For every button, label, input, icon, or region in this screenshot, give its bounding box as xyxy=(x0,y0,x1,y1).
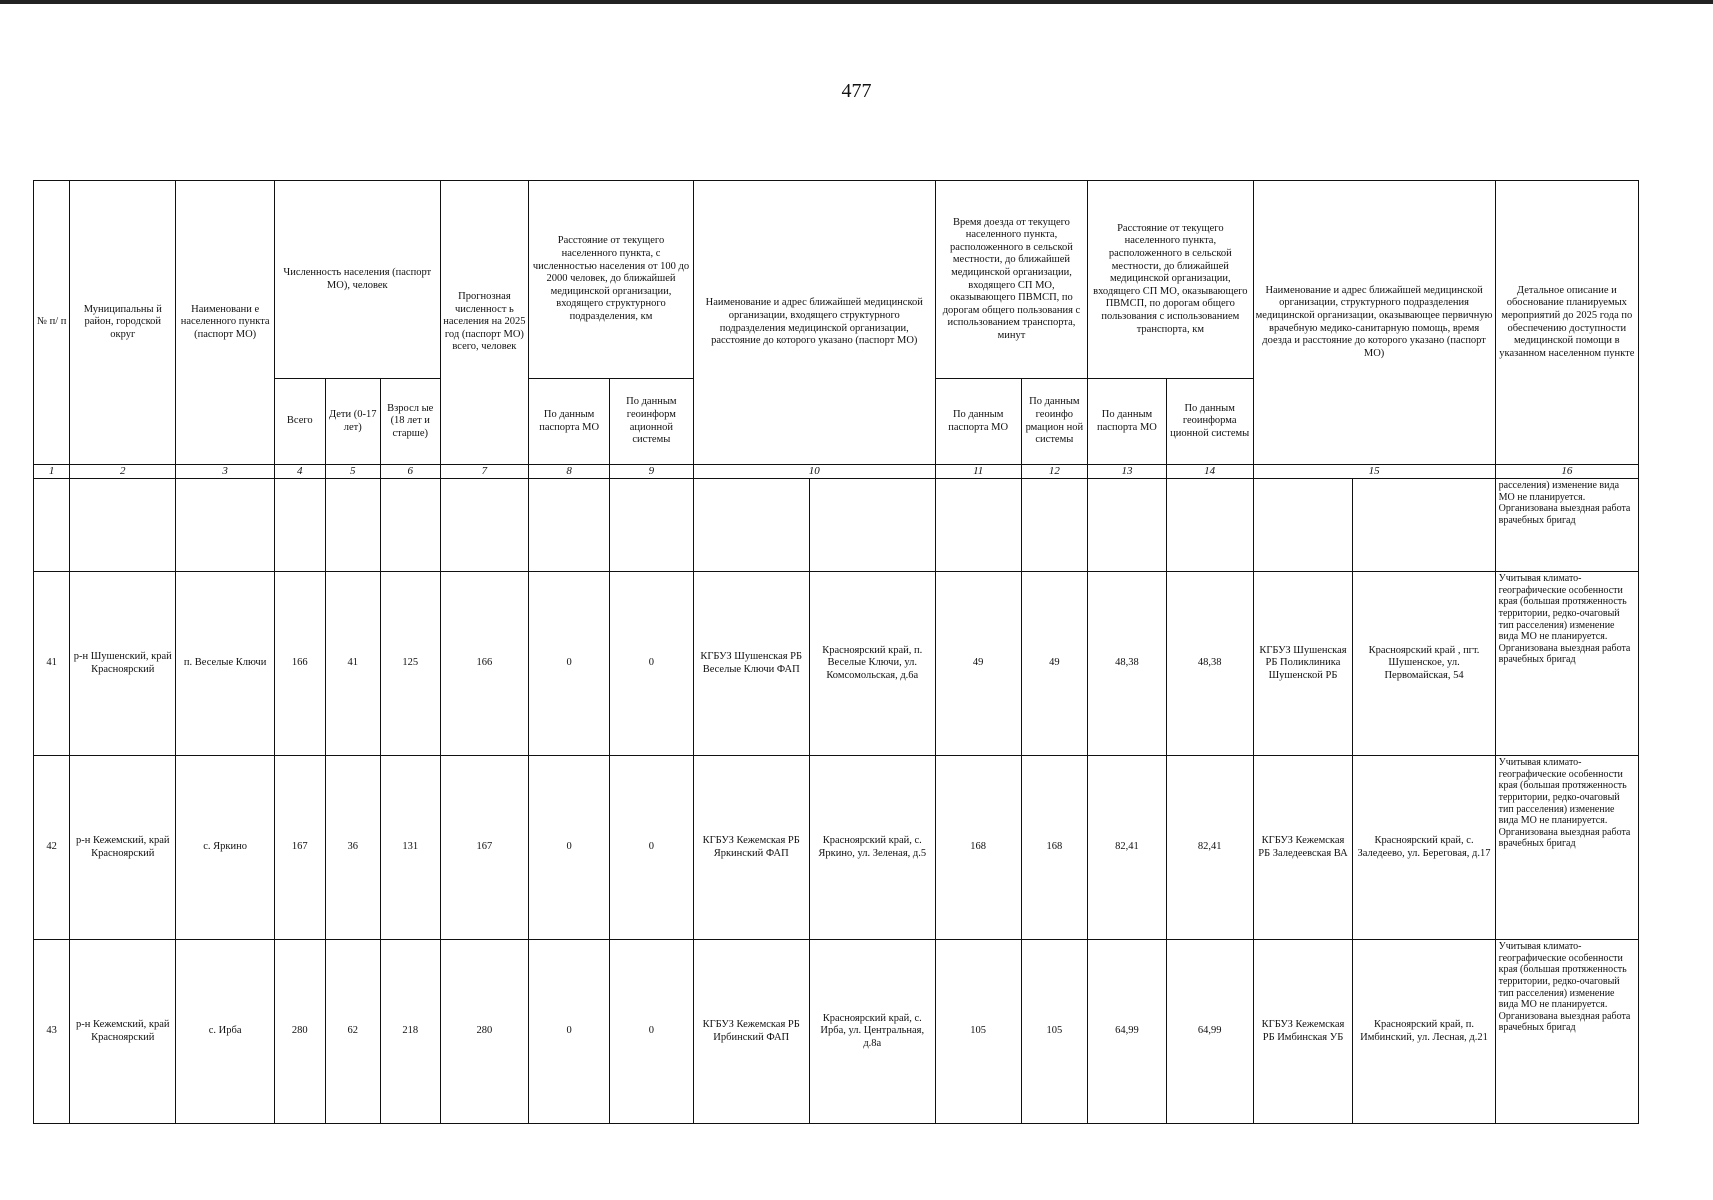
mo-name: КГБУЗ Кежемская РБ Яркинский ФАП xyxy=(693,756,809,940)
district: р-н Шушенский, край Красноярский xyxy=(70,572,176,756)
header-c13: По данным паспорта МО xyxy=(1088,379,1167,465)
col-num: 10 xyxy=(693,465,935,479)
settlement: с. Яркино xyxy=(176,756,275,940)
distance-passport: 0 xyxy=(529,940,610,1124)
population-children: 36 xyxy=(325,756,380,940)
col-num: 9 xyxy=(609,465,693,479)
row-number: 43 xyxy=(34,940,70,1124)
col-num: 11 xyxy=(935,465,1021,479)
top-border-line xyxy=(0,0,1713,4)
header-row xyxy=(34,181,1639,379)
page-number: 477 xyxy=(841,80,872,102)
col-num: 8 xyxy=(529,465,610,479)
population-adults: 131 xyxy=(380,756,440,940)
column-number-row xyxy=(34,465,1639,479)
km-gis: 64,99 xyxy=(1166,940,1253,1124)
distance-gis: 0 xyxy=(609,940,693,1124)
header-c11: По данным паспорта МО xyxy=(935,379,1021,465)
row-number: 42 xyxy=(34,756,70,940)
header-c4-6: Численность населения (паспорт МО), человек xyxy=(275,181,440,379)
km-gis: 82,41 xyxy=(1166,756,1253,940)
time-passport: 49 xyxy=(935,572,1021,756)
mo-address: Красноярский край, с. Яркино, ул. Зеленая, д.5 xyxy=(809,756,935,940)
col-num: 13 xyxy=(1088,465,1167,479)
header-c16: Детальное описание и обоснование планируемых мероприятий до 2025 года по обеспечению доступности медицинской помощи в указанном населенном пункте xyxy=(1495,181,1638,465)
description: Учитывая климато-географические особенности края (большая протяженность территории, редко-очаговый тип расселения) изменение вида МО не планируется. Организована выездная работа врачебных бригад xyxy=(1495,756,1638,940)
distance-gis: 0 xyxy=(609,572,693,756)
pmsp-address: Красноярский край, п. Имбинский, ул. Лесная, д.21 xyxy=(1353,940,1495,1124)
pmsp-name: КГБУЗ Шушенская РБ Поликлиника Шушенской РБ xyxy=(1253,572,1353,756)
mo-address: Красноярский край, п. Веселые Ключи, ул. Комсомольская, д.6а xyxy=(809,572,935,756)
continuation-row xyxy=(34,479,1639,572)
header-c8: По данным паспорта МО xyxy=(529,379,610,465)
header-c15: Наименование и адрес ближайшей медицинской организации, структурного подразделения медицинской организации, оказывающее первичную врачебную медико-санитарную помощь, время доезда и расстояние до которого указано (паспорт МО) xyxy=(1253,181,1495,465)
header-c3: Наименовани е населенного пункта (паспорт МО) xyxy=(176,181,275,465)
col-num: 7 xyxy=(440,465,529,479)
forecast-2025: 280 xyxy=(440,940,529,1124)
col-num: 5 xyxy=(325,465,380,479)
header-c11-12: Время доезда от текущего населенного пункта, расположенного в сельской местности, до ближайшей медицинской организации, входящего СП МО, оказывающего ПВМСП, по дорогам общего пользования с использованием транспорта, минут xyxy=(935,181,1087,379)
header-c13-14: Расстояние от текущего населенного пункта, расположенного в сельской местности, до ближайшей медицинской организации, входящего СП МО, оказывающего ПВМСП, по дорогам общего пользования с использованием транспорта, км xyxy=(1088,181,1253,379)
mo-name: КГБУЗ Шушенская РБ Веселые Ключи ФАП xyxy=(693,572,809,756)
col-num: 14 xyxy=(1166,465,1253,479)
header-c12: По данным геоинфо рмацион ной системы xyxy=(1021,379,1088,465)
km-passport: 64,99 xyxy=(1088,940,1167,1124)
district: р-н Кежемский, край Красноярский xyxy=(70,940,176,1124)
distance-passport: 0 xyxy=(529,756,610,940)
col-num: 2 xyxy=(70,465,176,479)
header-c2: Муниципальны й район, городской округ xyxy=(70,181,176,465)
km-gis: 48,38 xyxy=(1166,572,1253,756)
header-c10: Наименование и адрес ближайшей медицинской организации, входящего структурного подразделения медицинской организации, расстояние до которого указано (паспорт МО) xyxy=(693,181,935,465)
header-c14: По данным геоинформа ционной системы xyxy=(1166,379,1253,465)
district: р-н Кежемский, край Красноярский xyxy=(70,756,176,940)
mo-name: КГБУЗ Кежемская РБ Ирбинский ФАП xyxy=(693,940,809,1124)
forecast-2025: 167 xyxy=(440,756,529,940)
population-total: 167 xyxy=(275,756,325,940)
population-children: 41 xyxy=(325,572,380,756)
time-gis: 105 xyxy=(1021,940,1088,1124)
time-passport: 105 xyxy=(935,940,1021,1124)
km-passport: 48,38 xyxy=(1088,572,1167,756)
col-num: 6 xyxy=(380,465,440,479)
header-c6: Взросл ые (18 лет и старше) xyxy=(380,379,440,465)
description: Учитывая климато-географические особенности края (большая протяженность территории, редко-очаговый тип расселения) изменение вида МО не планируется. Организована выездная работа врачебных бригад xyxy=(1495,940,1638,1124)
time-passport: 168 xyxy=(935,756,1021,940)
settlement: с. Ирба xyxy=(176,940,275,1124)
col-num: 16 xyxy=(1495,465,1638,479)
header-c7: Прогнозная численност ь населения на 2025 год (паспорт МО) всего, человек xyxy=(440,181,529,465)
population-total: 166 xyxy=(275,572,325,756)
distance-gis: 0 xyxy=(609,756,693,940)
forecast-2025: 166 xyxy=(440,572,529,756)
header-c1: № п/ п xyxy=(34,181,70,465)
population-children: 62 xyxy=(325,940,380,1124)
header-c9: По данным геоинформ ационной системы xyxy=(609,379,693,465)
pmsp-address: Красноярский край, с. Заледеево, ул. Береговая, д.17 xyxy=(1353,756,1495,940)
continuation-description: расселения) изменение вида МО не планируется. Организована выездная работа врачебных бригад xyxy=(1495,479,1638,572)
col-num: 4 xyxy=(275,465,325,479)
description: Учитывая климато-географические особенности края (большая протяженность территории, редко-очаговый тип расселения) изменение вида МО не планируется. Организована выездная работа врачебных бригад xyxy=(1495,572,1638,756)
table-row xyxy=(34,572,1639,756)
header-c8-9: Расстояние от текущего населенного пункта, с численностью населения от 100 до 2000 человек, до ближайшей медицинской организации, входящего структурного подразделения, км xyxy=(529,181,693,379)
population-total: 280 xyxy=(275,940,325,1124)
time-gis: 168 xyxy=(1021,756,1088,940)
settlement: п. Веселые Ключи xyxy=(176,572,275,756)
table-row xyxy=(34,756,1639,940)
population-adults: 218 xyxy=(380,940,440,1124)
col-num: 1 xyxy=(34,465,70,479)
pmsp-name: КГБУЗ Кежемская РБ Имбинская УБ xyxy=(1253,940,1353,1124)
pmsp-address: Красноярский край , пгт. Шушенское, ул. Первомайская, 54 xyxy=(1353,572,1495,756)
pmsp-name: КГБУЗ Кежемская РБ Заледеевская ВА xyxy=(1253,756,1353,940)
data-table xyxy=(33,180,1639,1124)
col-num: 12 xyxy=(1021,465,1088,479)
col-num: 15 xyxy=(1253,465,1495,479)
population-adults: 125 xyxy=(380,572,440,756)
col-num: 3 xyxy=(176,465,275,479)
time-gis: 49 xyxy=(1021,572,1088,756)
km-passport: 82,41 xyxy=(1088,756,1167,940)
header-c5: Дети (0-17 лет) xyxy=(325,379,380,465)
table-row xyxy=(34,940,1639,1124)
distance-passport: 0 xyxy=(529,572,610,756)
row-number: 41 xyxy=(34,572,70,756)
header-c4: Всего xyxy=(275,379,325,465)
mo-address: Красноярский край, с. Ирба, ул. Центральная, д.8а xyxy=(809,940,935,1124)
